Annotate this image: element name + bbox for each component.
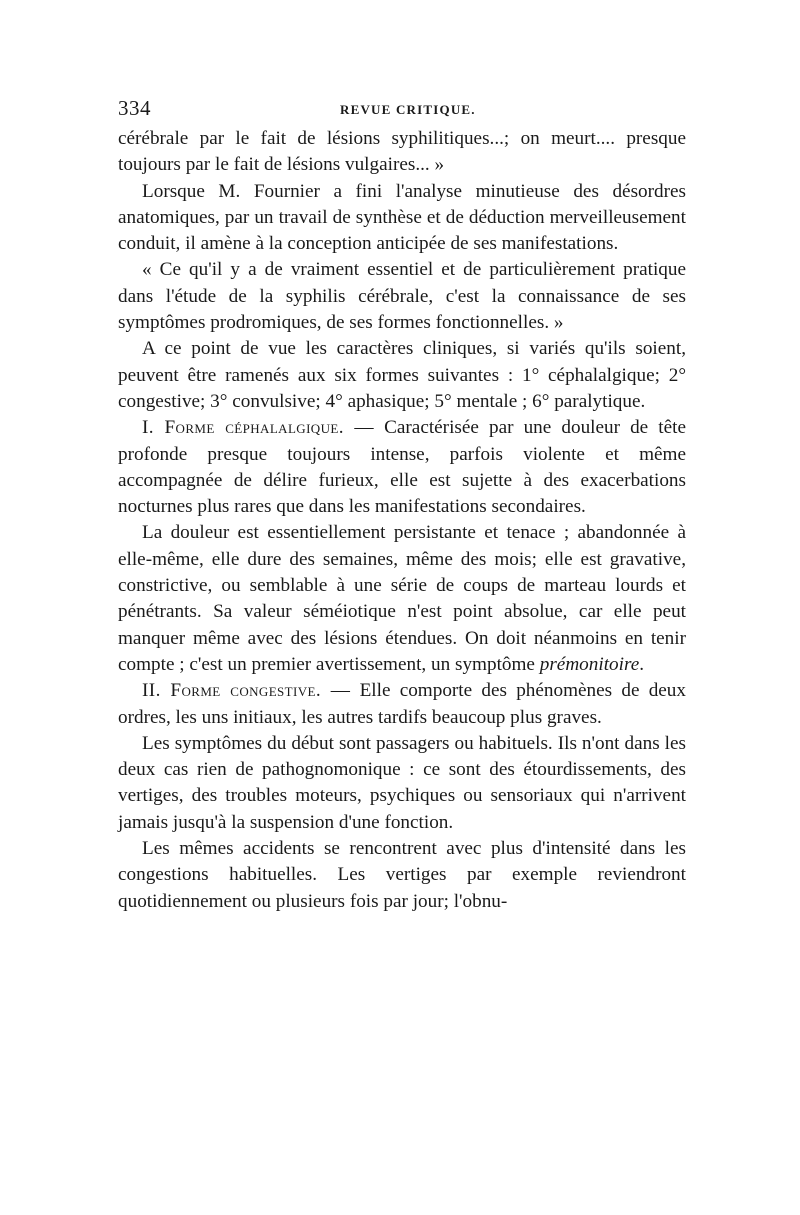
section-cephalalgique-lead: Caractérisée par une douleur de tête profonde presque toujours intense, parfois violente et même accompagnée de délire furieux, elle est sujette à des exacerbations nocturnes plus rares que dans les manifestations secondaires. bbox=[118, 417, 686, 518]
paragraph-douleur bbox=[118, 520, 686, 678]
section-congestive-lead: Elle comporte des phénomènes de deux ordres, les uns initiaux, les autres tardifs beaucoup plus graves. bbox=[118, 680, 686, 728]
section-heading-cephalalgique: I. Forme céphalalgique. — bbox=[142, 417, 374, 439]
paragraph-continuation: cérébrale par le fait de lésions syphilitiques...; on meurt.... presque toujours par le fait de lésions vulgaires... » bbox=[118, 128, 686, 176]
page-header bbox=[118, 96, 686, 126]
section-heading-congestive: II. Forme congestive. — bbox=[142, 680, 351, 702]
paragraph-douleur-text: La douleur est essentiellement persistante et tenace ; abandonnée à elle-même, elle dure des semaines, même des mois; elle est gravative, constrictive, ou semblable à une série de coups de marteau lourds et pénétrants. Sa valeur séméiotique n'est point absolue, car elle peut manquer même avec des lésions étendues. On doit néanmoins en tenir compte ; c'est un premier avertissement, un symptôme bbox=[118, 522, 686, 675]
emphasis-premonitoire: prémonitoire bbox=[539, 653, 640, 675]
paragraph-fournier-analysis: Lorsque M. Fournier a fini l'analyse minutieuse des désordres anatomiques, par un travail de synthèse et de déduction merveilleusement conduit, il amène à la conception anticipée de ses manifestations. bbox=[118, 180, 686, 255]
running-head: REVUE CRITIQUE. bbox=[340, 102, 476, 117]
paragraph-quotation: « Ce qu'il y a de vraiment essentiel et de particulièrement pratique dans l'étude de la syphilis cérébrale, c'est la connaissance de ses symptômes prodromiques, de ses formes fonctionnelles. » bbox=[118, 259, 686, 334]
paragraph-douleur-end: . bbox=[639, 653, 645, 675]
paragraph-memes-accidents: Les mêmes accidents se rencontrent avec plus d'intensité dans les congestions habituelles. Les vertiges par exemple reviendront quotidiennement ou plusieurs fois par jour; l'obnu- bbox=[118, 838, 686, 912]
section-cephalalgique bbox=[118, 415, 686, 520]
body-text bbox=[118, 126, 686, 915]
section-congestive bbox=[118, 678, 686, 731]
paragraph-six-forms: A ce point de vue les caractères cliniques, si variés qu'ils soient, peuvent être ramenés aux six formes suivantes : 1° céphalalgique; 2° congestive; 3° convulsive; 4° aphasique; 5° mentale ; 6° paralytique. bbox=[118, 338, 686, 412]
page-number: 334 bbox=[118, 96, 151, 120]
paragraph-symptomes-debut: Les symptômes du début sont passagers ou habituels. Ils n'ont dans les deux cas rien de pathognomonique : ce sont des étourdissements, des vertiges, des troubles moteurs, psychiques ou sensoriaux qui n'arrivent jamais jusqu'à la suspension d'une fonction. bbox=[118, 732, 686, 833]
book-page bbox=[118, 96, 686, 915]
